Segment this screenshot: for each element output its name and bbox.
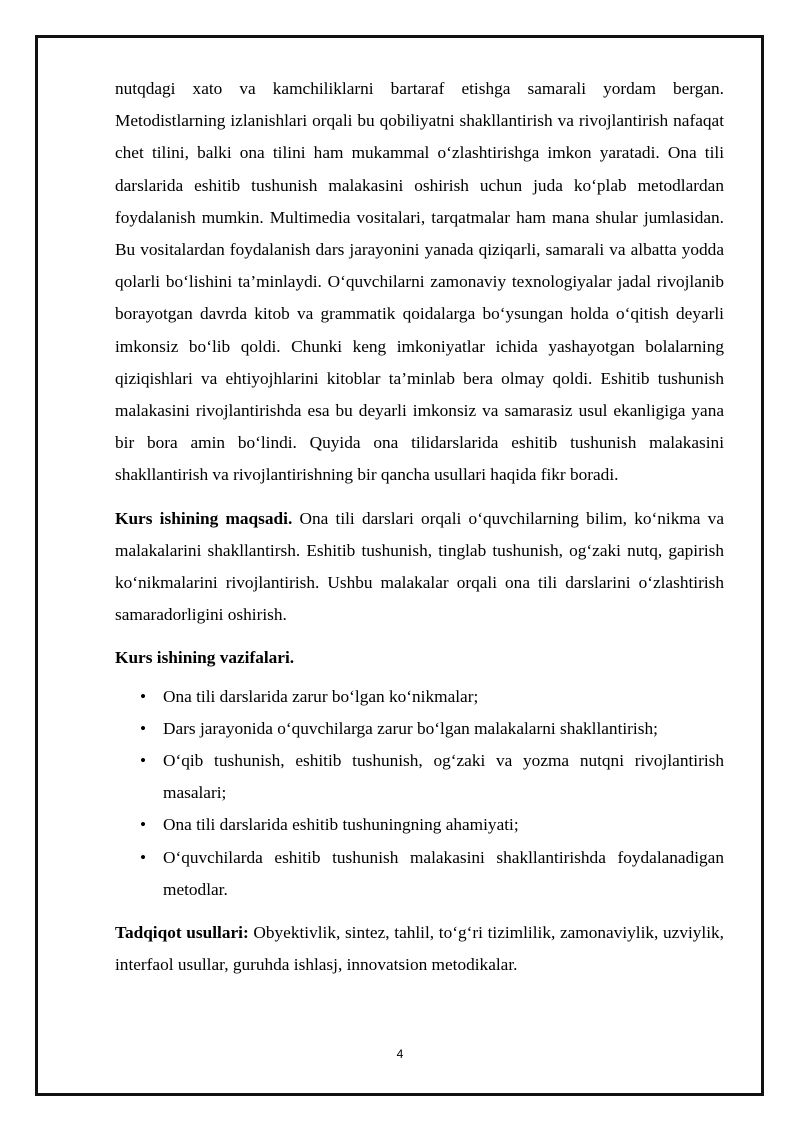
goal-heading: Kurs ishining maqsadi. [115,508,293,528]
list-item [115,713,724,745]
bullet-icon: • [140,751,147,771]
list-item [115,842,724,906]
bullet-icon: • [140,815,147,835]
list-item-text: Ona tili darslarida eshitib tushuningning ahamiyati; [163,815,519,835]
list-item-text: O‘qib tushunish, eshitib tushunish, og‘zaki va yozma nutqni rivojlantirish masalari; [163,751,724,803]
page-number: 4 [396,1047,404,1061]
methods-paragraph [115,917,724,981]
list-item-text: Ona tili darslarida zarur bo‘lgan ko‘nikmalar; [163,686,479,706]
intro-paragraph: nutqdagi xato va kamchiliklarni bartaraf etishga samarali yordam bergan. Metodistlarning izlanishlari orqali bu qobiliyatni shakllantirish va rivojlantirish nafaqat chet tilini, balki ona tilini ham mukammal o‘zlashtirishga imkon yaratadi. Ona tili darslarida eshitib tushunish malakasini oshirish uchun juda ko‘plab metodlardan foydalanish mumkin. Multimedia vositalari, tarqatmalar ham mana shular jumlasidan. Bu vositalardan foydalanish dars jarayonini yanada qiziqarli, samarali va albatta yodda qolarli bo‘lishini ta’minlaydi. O‘quvchilarni zamonaviy texnologiyalar jadal rivojlanib borayotgan davrda kitob va grammatik qoidalarga bo‘ysungan holda o‘qitish deyarli imkonsiz bo‘lib qoldi. Chunki keng imkoniyatlar ichida yashayotgan bolalarning qiziqishlari va ehtiyojhlarini kitoblar ta’minlab bera olmay qoldi. Eshitib tushunish malakasini rivojlantirishda esa bu deyarli imkonsiz va samarasiz usul ekanligiga yana bir bora amin bo‘lindi. Quyida ona tilidarslarida eshitib tushunish malakasini shakllantirish va rivojlantirishning bir qancha usullari haqida fikr boradi. [115,79,724,485]
tasks-list [115,681,724,906]
bullet-icon: • [140,847,147,867]
goal-text: Ona tili darslari orqali o‘quvchilarning bilim, ko‘nikma va malakalarini shakllantirsh. Eshitib tushunish, tinglab tushunish, og‘zaki nutq, gapirish ko‘nikmalarini rivojlantirish. Ushbu malakalar orqali ona tili darslarini o‘zlashtirish samaradorligini oshirish. [115,508,724,625]
bullet-icon: • [140,686,147,706]
list-item [115,745,724,809]
tasks-heading-paragraph [115,642,724,674]
list-item-text: Dars jarayonida o‘quvchilarga zarur bo‘lgan malakalarni shakllantirish; [163,718,658,738]
list-item [115,681,724,713]
document-body [115,73,724,981]
bullet-icon: • [140,718,147,738]
list-item-text: O‘quvchilarda eshitib tushunish malakasini shakllantirishda foydalanadigan metodlar. [163,847,724,899]
tasks-heading: Kurs ishining vazifalari. [115,648,295,668]
goal-paragraph [115,503,724,632]
methods-text: Obyektivlik, sintez, tahlil, to‘g‘ri tizimlilik, zamonaviylik, uzviylik, interfaol usullar, guruhda ishlasj, innovatsion metodikalar. [115,923,724,975]
methods-heading: Tadqiqot usullari: [115,923,249,943]
list-item [115,809,724,841]
